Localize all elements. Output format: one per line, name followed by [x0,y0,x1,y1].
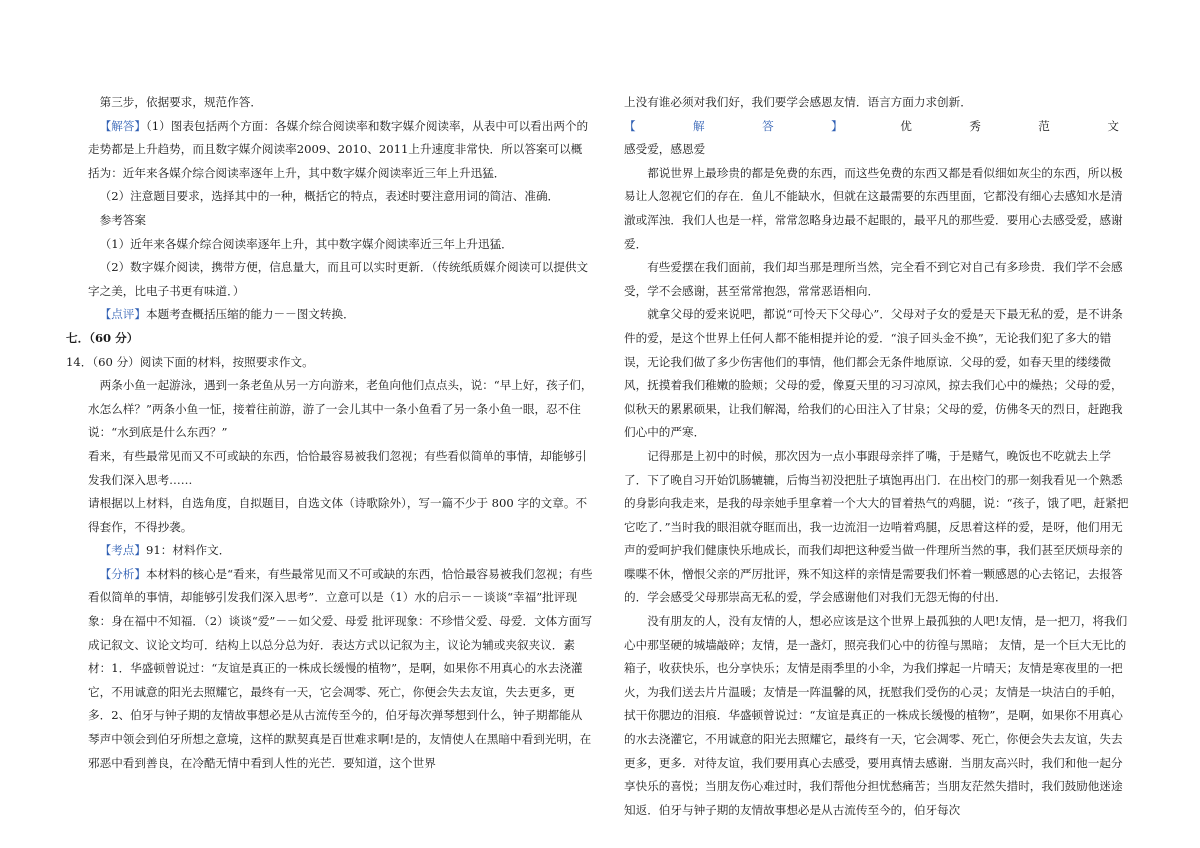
title-char: 文 [1107,118,1119,133]
answer-heading-2 [624,115,1129,139]
answer-block-1 [88,115,593,186]
question-14: 14．（60 分）阅读下面的材料，按照要求作文。 [66,354,314,369]
title-char: 秀 [969,118,981,133]
jieda2-char: 解 [693,118,705,133]
jieda2-char: 答 [762,118,774,133]
fenxi-tag: 【分析】 [99,566,146,581]
essay-paragraph-5: 没有朋友的人，没有友情的人，想必应该是这个世界上最孤独的人吧!友情，是一把刀，将我们心中那坚硬的城墙敲碎；友情，是一盏灯，照亮我们心中的彷徨与黑暗； 友情，是一个巨大无比的箱子，收获快乐，也分享快乐；友情是雨季里的小伞，为我们撑起一片晴天；友情是寒夜里的一把火，为我们送去片片温暖；友情是一阵温馨的风，抚慰我们受伤的心灵；友情是一块洁白的手帕，拭干你腮边的泪痕．华盛顿曾说过：“友谊是真正的一株成长缓慢的植物”，是啊，如果你不用真心的水去浇灌它，不用诚意的阳光去照耀它，最终有一天，它会凋零、死亡，你便会失去友谊，失去更多，更多．对待友谊，我们要用真心去感受，要用真情去感谢．当朋友高兴时，我们和他一起分享快乐的喜悦；当朋友伤心难过时，我们帮他分担忧愁痛苦；当朋友茫然失措时，我们鼓励他迷途知返．伯牙与钟子期的友情故事想必是从古流传至今的，伯牙每次 [624,614,1128,817]
continued-text: 上没有谁必须对我们好，我们要学会感恩友情．语言方面力求创新． [624,95,972,109]
reference-1: （1）近年来各媒介综合阅读率逐年上升，其中数字媒介阅读率近三年上升迅猛． [99,236,513,251]
title-char: 范 [1038,118,1050,133]
note-2: （2）注意题目要求，选择其中的一种，概括它的特点，表述时要注意用词的简洁、准确． [99,189,560,204]
dianping-text: 本题考查概括压缩的能力－－图文转换． [145,307,355,322]
title-char: 优 [900,118,912,133]
essay-paragraph-2: 有些爱摆在我们面前，我们却当那是理所当然，完全看不到它对自己有多珍贵．我们学不会感受，学不会感谢，甚至常常抱怨，常常恶语相向． [624,260,1123,298]
kaodian-block [88,539,593,563]
section-seven-heading: 七．（60 分） [66,330,139,345]
jieda-text: （1）图表包括两个方面：各媒介综合阅读率和数字媒介阅读率，从表中可以看出两个的走势都是上升趋势，而且数字媒介阅读率2009、2010、2011上升速度非常快．所以答案可以概括为：近年来各媒介综合阅读率逐年上升，其中数字媒介阅读率近三年上升迅猛． [88,118,589,180]
material-paragraph-1: 两条小鱼一起游泳，遇到一条老鱼从另一方向游来，老鱼向他们点点头，说：“早上好，孩子们，水怎么样？”两条小鱼一怔，接着往前游，游了一会儿其中一条小鱼看了另一条小鱼一眼，忍不住说：“水到底是什么东西？” [88,378,593,440]
kaodian-tag: 【考点】 [99,543,146,558]
jieda2-char: 【 [624,118,636,133]
left-column [66,91,593,775]
jieda-tag: 【解答】 [99,118,146,133]
reference-2: （2）数字媒介阅读，携带方便，信息量大，而且可以实时更新．（传统纸质媒介阅读可以提供文字之美，比电子书更有味道．） [88,260,589,298]
writing-requirement: 请根据以上材料，自选角度，自拟题目，自选文体（诗歌除外），写一篇不少于 800 字的文章。不得套作，不得抄袭。 [88,496,588,534]
dianping-tag: 【点评】 [99,307,146,322]
jieda2-char: 】 [831,118,843,133]
essay-paragraph-3: 就拿父母的爱来说吧，都说“可怜天下父母心”．父母对子女的爱是天下最无私的爱，是不讲条件的爱，是这个世界上任何人都不能相提并论的爱．“浪子回头金不换”，无论我们犯了多大的错误，无论我们做了多少伤害他们的事情，他们都会无条件地原谅．父母的爱，如春天里的缕缕微风，抚摸着我们稚嫩的脸颊；父母的爱，像夏天里的习习凉风，掠去我们心中的燥热；父母的爱，似秋天的累累硕果，让我们解渴，给我们的心田注入了甘泉；父母的爱，仿佛冬天的烈日，赶跑我们心中的严寒． [624,307,1123,440]
right-column [624,91,1129,822]
essay-paragraph-4: 记得那是上初中的时候，那次因为一点小事跟母亲拌了嘴，于是赌气，晚饭也不吃就去上学了．下了晚自习开始饥肠辘辘，后悔当初没把肚子填饱再出门．在出校门的那一刻我看见一个熟悉的身影向我走来，是我的母亲她手里拿着一个大大的冒着热气的鸡腿，说：“孩子，饿了吧，赶紧把它吃了．”当时我的眼泪就夺眶而出，我一边流泪一边啃着鸡腿，反思着这样的爱，是呀，他们用无声的爱呵护我们健康快乐地成长，而我们却把这种爱当做一件理所当然的事，我们甚至厌烦母亲的喋喋不休，憎恨父亲的严厉批评，殊不知这样的亲情是需要我们怀着一颗感恩的心去铭记，去报答的．学会感受父母那崇高无私的爱，学会感谢他们对我们无怨无悔的付出． [624,448,1129,605]
analysis-block [88,563,593,775]
fenxi-text: 本材料的核心是“看来，有些最常见而又不可或缺的东西，恰恰最容易被我们忽视；有些看似简单的事情，却能够引发我们深入思考”．立意可以是（1）水的启示－－谈谈“幸福”批评现象：身在福中不知福．（2）谈谈“爱”－－如父爱、母爱 批评现象：不珍惜父爱、母爱．文体方面写成记叙文、议论文均可．结构上以总分总为好．表达方式以记叙为主，议论为辅或夹叙夹议．素材：1．华盛顿曾说过：“友谊是真正的一株成长缓慢的植物”，是啊，如果你不用真心的水去浇灌它，不用诚意的阳光去照耀它，最终有一天，它会凋零、死亡，你便会失去友谊，失去更多，更多．2、伯牙与钟子期的友情故事想必是从古流传至今的，伯牙每次弹琴想到什么，钟子期都能从琴声中领会到伯牙所想之意境，这样的默契真是百世难求啊!是的，友情使人在黑暗中看到光明，在邪恶中看到善良，在冷酷无情中看到人性的光芒．要知道，这个世界 [88,566,593,770]
reference-title: 参考答案 [99,212,146,227]
essay-paragraph-1: 都说世界上最珍贵的都是免费的东西，而这些免费的东西又都是看似细如灰尘的东西，所以极易让人忽视它们的存在．鱼儿不能缺水，但就在这最需要的东西里面，它都没有细心去感知水是清澈或浑浊．我们人也是一样，常常忽略身边最不起眼的，最平凡的那些爱．要用心去感受爱，感谢爱． [624,165,1123,251]
comment-block [88,303,593,327]
step-three: 第三步，依据要求，规范作答． [99,95,262,109]
material-paragraph-2: 看来，有些最常见而又不可或缺的东西，恰恰最容易被我们忽视；有些看似简单的事情，却能够引发我们深入思考…… [88,448,587,487]
essay-title: 感受爱，感恩爱 [624,142,706,157]
kaodian-text: 91：材料作文． [145,543,231,558]
